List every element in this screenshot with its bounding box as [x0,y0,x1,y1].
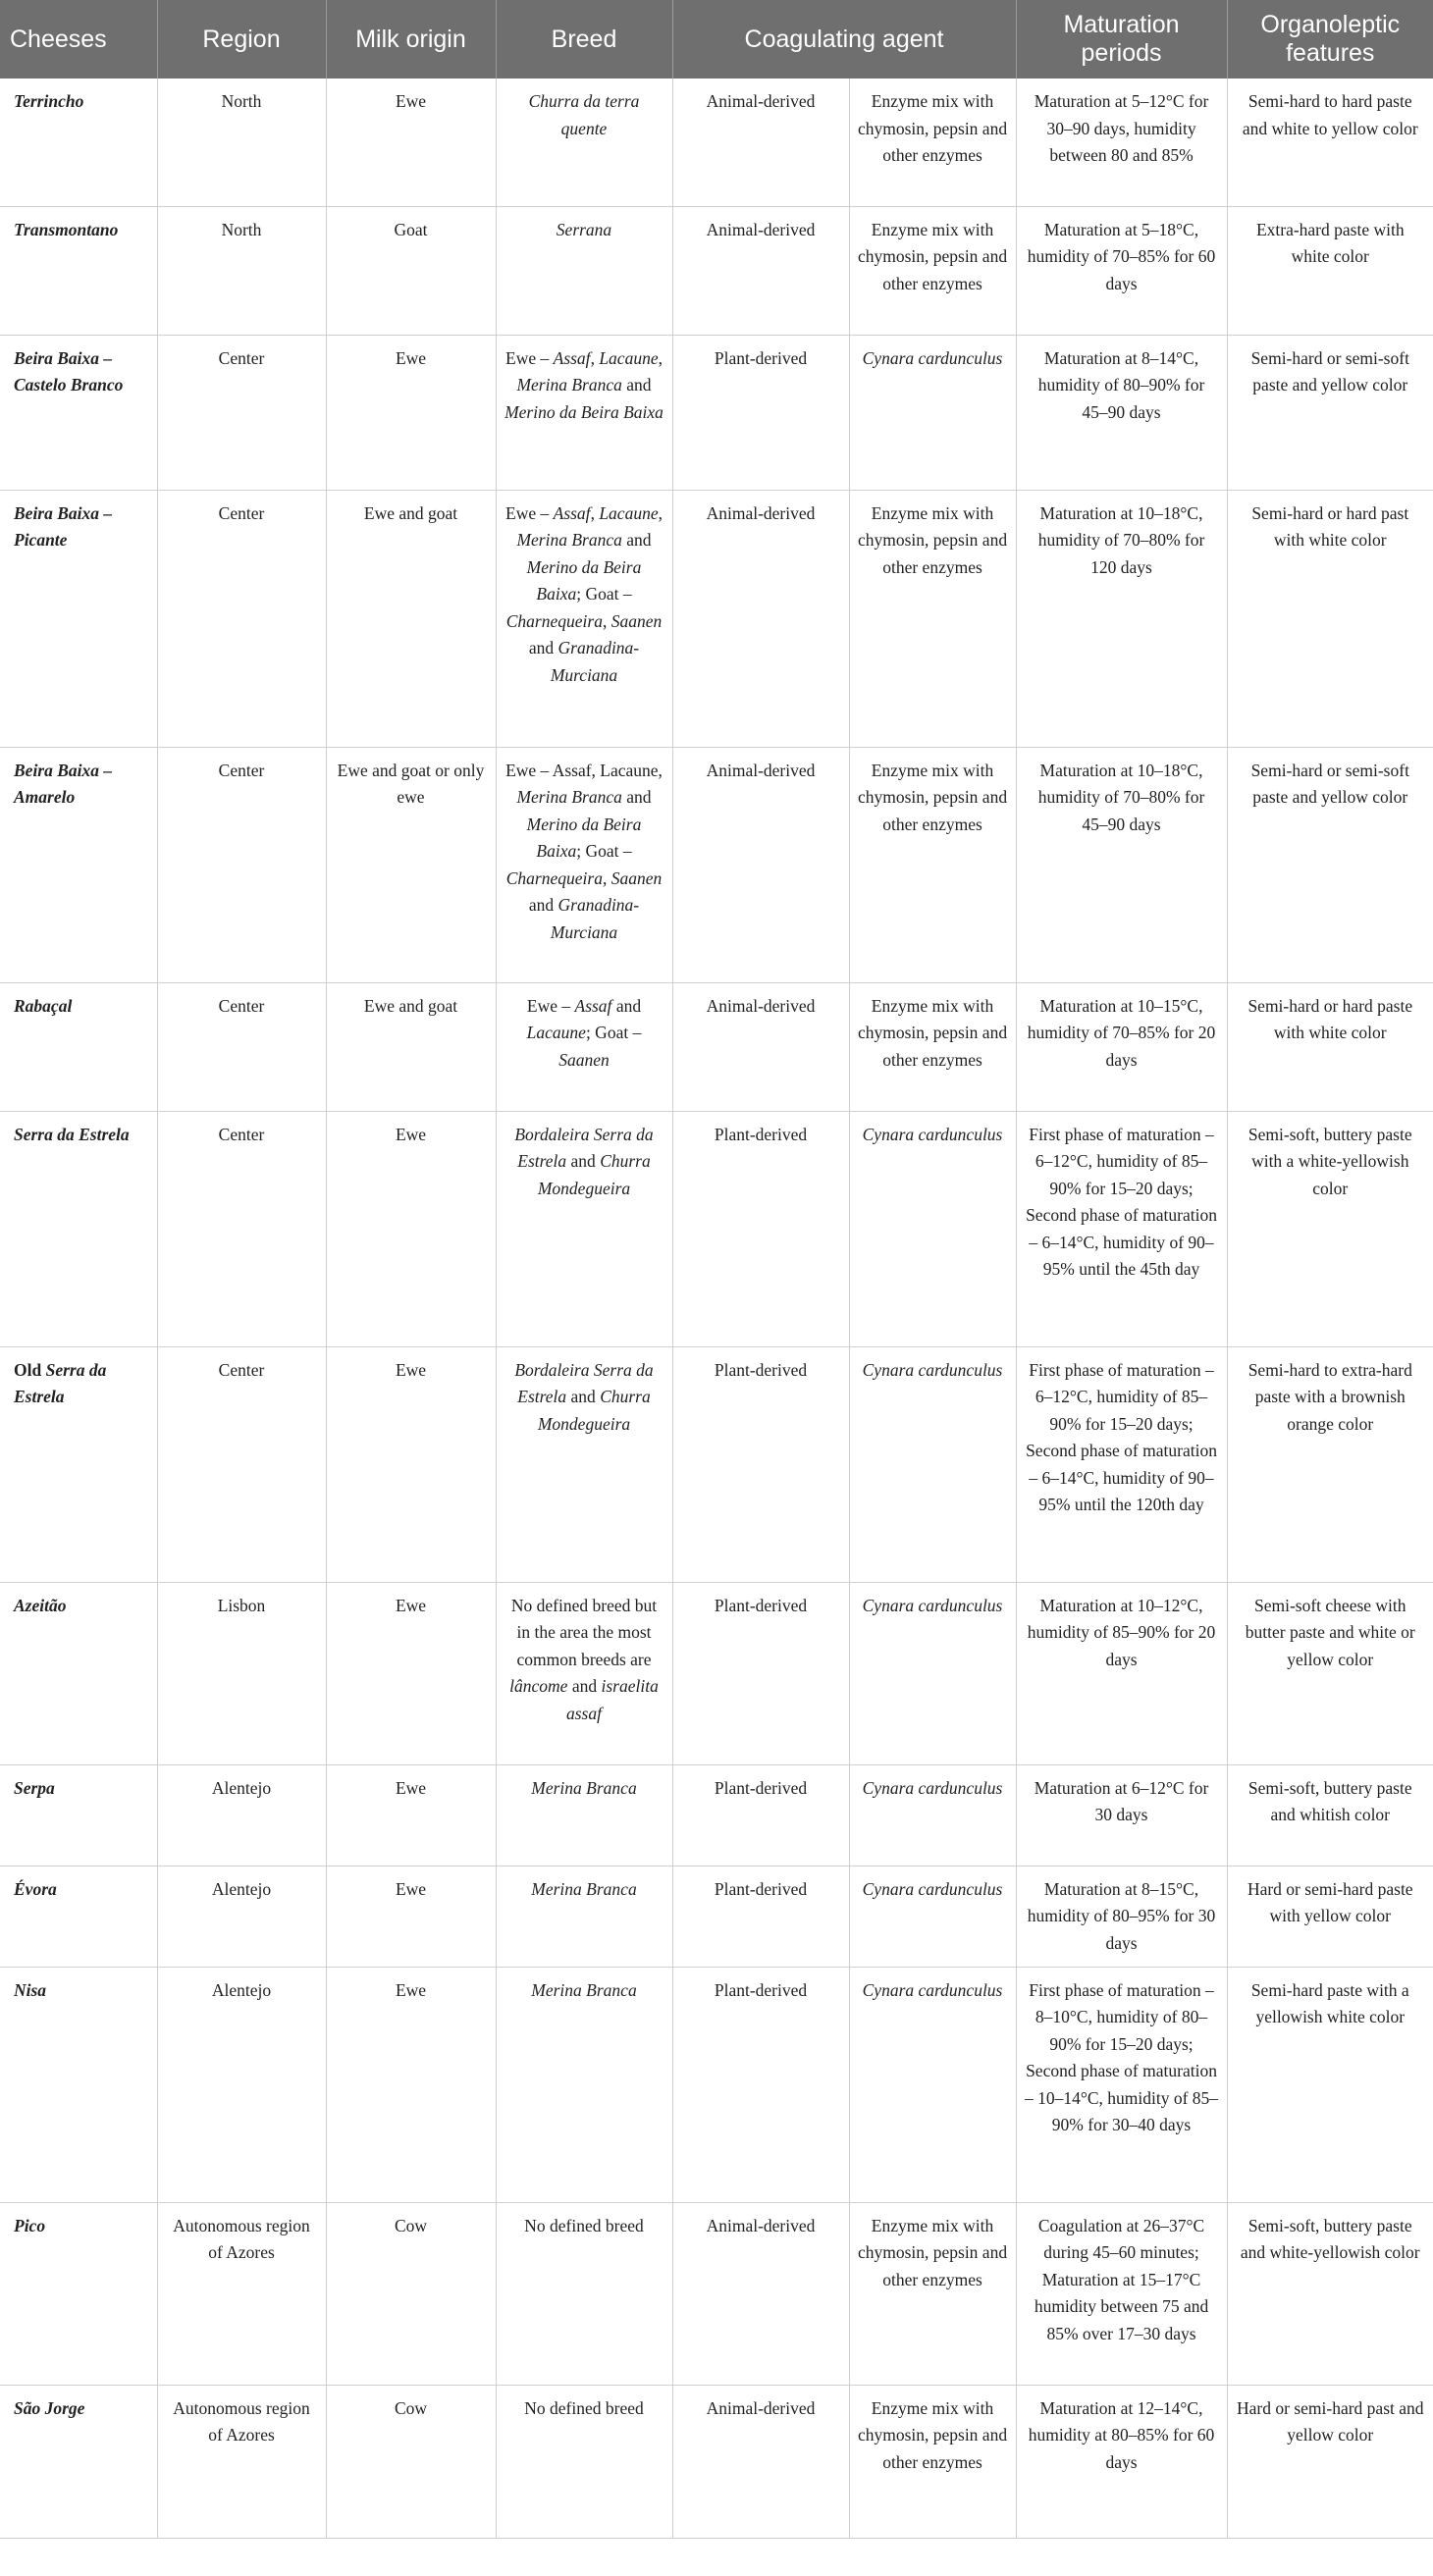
breed-cell-text: ; Goat – [576,584,632,604]
breed-cell-text: and [621,787,652,807]
enzyme-cell [849,1764,1016,1866]
breed-cell-text: and [528,895,558,915]
region-cell: Center [157,1346,326,1582]
milk-origin-cell: Ewe [326,1582,496,1764]
cheese-name-cell-text: Nisa [14,1979,47,2000]
table-row [0,1346,1433,1582]
cheese-name-cell [0,2385,157,2538]
table-row [0,1764,1433,1866]
organoleptic-cell: Semi-hard or semi-soft paste and yellow color [1227,747,1433,982]
breed-cell-text: Ewe – [505,347,554,368]
cheese-name-cell [0,2202,157,2385]
breed-cell-text: No defined breed but in the area the most common breeds are [510,1595,658,1669]
breed-cell-text: Assaf [553,502,591,523]
enzyme-cell [849,206,1016,335]
breed-cell-text: Churra Mondegueira [537,1151,651,1198]
cheese-name-cell-text: Beira Baixa – Picante [14,502,113,550]
coagulating-agent-cell: Plant-derived [672,335,849,490]
coagulating-agent-cell: Animal-derived [672,747,849,982]
cheese-name-cell-text: Serra da Estrela [14,1359,107,1406]
organoleptic-cell: Semi-hard paste with a yellowish white color [1227,1967,1433,2202]
region-cell: Alentejo [157,1764,326,1866]
maturation-cell: Maturation at 10–12°C, humidity of 85–90% for 20 days [1016,1582,1227,1764]
breed-cell [496,335,672,490]
breed-cell-text: Merino da Beira Baixa [526,556,642,604]
cheese-name-cell [0,1582,157,1764]
maturation-cell: Maturation at 8–14°C, humidity of 80–90% for 45–90 days [1016,335,1227,490]
region-cell: Alentejo [157,1866,326,1967]
enzyme-cell-text: Cynara cardunculus [862,1359,1003,1380]
header-region: Region [157,0,326,79]
cheese-name-cell [0,1346,157,1582]
breed-cell [496,1967,672,2202]
breed-cell-text: Churra Mondegueira [537,1387,651,1434]
breed-cell-text: and [528,638,558,657]
breed-cell-text: , [602,610,611,631]
breed-cell-text: , [590,502,600,523]
breed-cell-text: Ewe – [505,502,554,523]
organoleptic-cell: Semi-hard or semi-soft paste and yellow color [1227,335,1433,490]
enzyme-cell-text: Enzyme mix with chymosin, pepsin and other enzymes [857,91,1008,165]
coagulating-agent-cell: Animal-derived [672,2202,849,2385]
cheese-name-cell [0,335,157,490]
region-cell: Autonomous region of Azores [157,2385,326,2538]
maturation-cell: Maturation at 10–18°C, humidity of 70–80% for 120 days [1016,490,1227,747]
enzyme-cell-text: Cynara cardunculus [862,1124,1003,1144]
organoleptic-cell: Semi-soft, buttery paste and whitish color [1227,1764,1433,1866]
breed-cell-text: Charnequeira [505,610,603,631]
cheese-name-cell-text: Serpa [14,1777,55,1798]
cheese-name-cell [0,79,157,206]
coagulating-agent-cell: Animal-derived [672,206,849,335]
breed-cell [496,982,672,1111]
header-breed: Breed [496,0,672,79]
cheese-name-cell [0,1111,157,1346]
breed-cell-text: Lacaune [599,347,659,368]
breed-cell-text: Saanen [610,867,663,888]
coagulating-agent-cell: Plant-derived [672,1967,849,2202]
breed-cell-text: Charnequeira [505,867,603,888]
maturation-cell: First phase of maturation – 8–10°C, humidity of 80–90% for 15–20 days; Second phase of maturation – 10–14°C, humidity of 85–90% for 30–40 days [1016,1967,1227,2202]
table-row [0,1111,1433,1346]
table-row [0,335,1433,490]
cheese-name-cell-text: Beira Baixa – Castelo Branco [14,347,124,394]
enzyme-cell-text: Enzyme mix with chymosin, pepsin and other enzymes [857,219,1008,293]
cheese-name-cell-text: Terrincho [14,91,84,111]
region-cell: Alentejo [157,1967,326,2202]
breed-cell-text: , [590,347,600,368]
maturation-cell: Maturation at 10–18°C, humidity of 70–80% for 45–90 days [1016,747,1227,982]
cheese-name-cell-text: Serra da Estrela [14,1124,130,1144]
cheese-name-cell-text: Transmontano [14,219,119,239]
breed-cell-text: No defined breed [524,2397,644,2418]
cheese-name-cell [0,1866,157,1967]
cheese-name-cell [0,1764,157,1866]
table-row [0,1967,1433,2202]
breed-cell-text: Bordaleira Serra da Estrela [514,1359,654,1406]
breed-cell [496,490,672,747]
breed-cell-text: Merina Branca [516,375,622,394]
breed-cell-text: , [658,502,663,523]
milk-origin-cell: Ewe [326,1967,496,2202]
breed-cell-text: Serrana [556,219,612,239]
breed-cell-text: Assaf [574,995,612,1016]
cheese-name-cell-text: Pico [14,2215,46,2235]
breed-cell-text: Merina Branca [531,1777,637,1798]
breed-cell-text: Lacaune [526,1023,586,1042]
coagulating-agent-cell: Plant-derived [672,1582,849,1764]
milk-origin-cell: Cow [326,2385,496,2538]
breed-cell-text: Merina Branca [531,1979,637,2000]
coagulating-agent-cell: Animal-derived [672,490,849,747]
coagulating-agent-cell: Plant-derived [672,1111,849,1346]
coagulating-agent-cell: Plant-derived [672,1346,849,1582]
breed-cell-text: Saanen [610,610,663,631]
breed-cell-text: ; Goat – [576,841,632,861]
organoleptic-cell: Hard or semi-hard paste with yellow color [1227,1866,1433,1967]
cheese-name-cell-text: Azeitão [14,1595,67,1615]
organoleptic-cell: Semi-soft, buttery paste with a white-yellowish color [1227,1111,1433,1346]
organoleptic-cell: Hard or semi-hard past and yellow color [1227,2385,1433,2538]
region-cell: North [157,79,326,206]
breed-cell-text: , [658,347,663,368]
milk-origin-cell: Ewe [326,1866,496,1967]
breed-cell-text: Granadina-Murciana [550,895,640,942]
cheese-name-cell-text: Évora [14,1878,57,1899]
breed-cell-text: ; Goat – [585,1023,642,1042]
breed-cell-text: , [602,867,611,888]
breed-cell-text: Bordaleira Serra da Estrela [514,1124,654,1171]
enzyme-cell [849,335,1016,490]
table-row [0,206,1433,335]
breed-cell [496,747,672,982]
breed-cell [496,1866,672,1967]
breed-cell-text: and [566,1151,601,1171]
breed-cell-text: Merino da Beira Baixa [526,814,642,861]
region-cell: Center [157,335,326,490]
coagulating-agent-cell: Plant-derived [672,1866,849,1967]
region-cell: Autonomous region of Azores [157,2202,326,2385]
region-cell: Center [157,490,326,747]
table-row [0,2385,1433,2538]
maturation-cell: First phase of maturation – 6–12°C, humidity of 85–90% for 15–20 days; Second phase of maturation – 6–14°C, humidity of 90–95% until the 45th day [1016,1111,1227,1346]
milk-origin-cell: Cow [326,2202,496,2385]
enzyme-cell [849,982,1016,1111]
breed-cell-text: israelita assaf [566,1676,659,1723]
organoleptic-cell: Semi-soft, buttery paste and white-yellowish color [1227,2202,1433,2385]
table-row [0,79,1433,206]
breed-cell [496,1111,672,1346]
organoleptic-cell: Semi-hard or hard past with white color [1227,490,1433,747]
region-cell: North [157,206,326,335]
breed-cell-text: and [566,1387,601,1406]
breed-cell-text: Merina Branca [516,530,622,550]
breed-cell-text: and [611,995,642,1016]
breed-cell [496,206,672,335]
breed-cell-text: Churra da terra quente [528,91,640,138]
enzyme-cell [849,2385,1016,2538]
breed-cell-text: Merina Branca [531,1878,637,1899]
enzyme-cell [849,490,1016,747]
milk-origin-cell: Ewe [326,1111,496,1346]
region-cell: Center [157,747,326,982]
enzyme-cell [849,79,1016,206]
organoleptic-cell: Extra-hard paste with white color [1227,206,1433,335]
enzyme-cell-text: Enzyme mix with chymosin, pepsin and other enzymes [857,995,1008,1070]
milk-origin-cell: Ewe [326,1764,496,1866]
table-row [0,1582,1433,1764]
cheese-name-cell-text: Beira Baixa – Amarelo [14,760,113,807]
enzyme-cell-text: Enzyme mix with chymosin, pepsin and other enzymes [857,2397,1008,2472]
breed-cell-text: Assaf [553,347,591,368]
breed-cell [496,79,672,206]
breed-cell [496,2385,672,2538]
maturation-cell: Maturation at 8–15°C, humidity of 80–95% for 30 days [1016,1866,1227,1967]
table-row [0,490,1433,747]
organoleptic-cell: Semi-hard to extra-hard paste with a brownish orange color [1227,1346,1433,1582]
coagulating-agent-cell: Animal-derived [672,79,849,206]
maturation-cell: Coagulation at 26–37°C during 45–60 minutes; Maturation at 15–17°C humidity between 75 and 85% over 17–30 days [1016,2202,1227,2385]
milk-origin-cell: Goat [326,206,496,335]
breed-cell [496,1582,672,1764]
enzyme-cell-text: Cynara cardunculus [862,1777,1003,1798]
breed-cell-text: Merina Branca [516,787,622,807]
maturation-cell: Maturation at 12–14°C, humidity at 80–85% for 60 days [1016,2385,1227,2538]
maturation-cell: Maturation at 10–15°C, humidity of 70–85% for 20 days [1016,982,1227,1111]
enzyme-cell [849,1967,1016,2202]
table-row [0,1866,1433,1967]
breed-cell-text: lâncome [509,1676,568,1696]
header-maturation-periods: Maturation periods [1016,0,1227,79]
breed-cell [496,1764,672,1866]
header-cheeses: Cheeses [0,0,157,79]
breed-cell-text: Merino da Beira Baixa [504,401,663,422]
maturation-cell: Maturation at 5–12°C for 30–90 days, humidity between 80 and 85% [1016,79,1227,206]
cheese-name-cell-text: São Jorge [14,2397,85,2418]
table-body [0,79,1433,2538]
cheese-name-cell [0,206,157,335]
enzyme-cell [849,1111,1016,1346]
milk-origin-cell: Ewe [326,1346,496,1582]
cheese-name-cell [0,747,157,982]
organoleptic-cell: Semi-soft cheese with butter paste and white or yellow color [1227,1582,1433,1764]
enzyme-cell-text: Cynara cardunculus [862,1979,1003,2000]
region-cell: Center [157,1111,326,1346]
header-organoleptic-features: Organoleptic features [1227,0,1433,79]
milk-origin-cell: Ewe and goat [326,982,496,1111]
table-row [0,2202,1433,2385]
enzyme-cell-text: Enzyme mix with chymosin, pepsin and other enzymes [857,502,1008,577]
enzyme-cell [849,747,1016,982]
enzyme-cell-text: Enzyme mix with chymosin, pepsin and other enzymes [857,2215,1008,2289]
cheese-name-cell [0,982,157,1111]
breed-cell [496,1346,672,1582]
breed-cell [496,2202,672,2385]
breed-cell-text: Saanen [558,1049,610,1070]
maturation-cell: Maturation at 5–18°C, humidity of 70–85% for 60 days [1016,206,1227,335]
organoleptic-cell: Semi-hard to hard paste and white to yellow color [1227,79,1433,206]
breed-cell-text: and [621,375,652,394]
milk-origin-cell: Ewe and goat or only ewe [326,747,496,982]
coagulating-agent-cell: Plant-derived [672,1764,849,1866]
table-row [0,982,1433,1111]
maturation-cell: First phase of maturation – 6–12°C, humidity of 85–90% for 15–20 days; Second phase of maturation – 6–14°C, humidity of 90–95% until the 120th day [1016,1346,1227,1582]
organoleptic-cell: Semi-hard or hard paste with white color [1227,982,1433,1111]
breed-cell-text: Lacaune [599,502,659,523]
coagulating-agent-cell: Animal-derived [672,2385,849,2538]
milk-origin-cell: Ewe [326,335,496,490]
enzyme-cell-text: Cynara cardunculus [862,1595,1003,1615]
region-cell: Lisbon [157,1582,326,1764]
enzyme-cell [849,1866,1016,1967]
cheese-name-cell-text: Old [14,1359,46,1380]
header-row [0,0,1433,79]
breed-cell-text: No defined breed [524,2215,644,2235]
breed-cell-text: Granadina-Murciana [550,638,640,685]
table-row [0,747,1433,982]
coagulating-agent-cell: Animal-derived [672,982,849,1111]
enzyme-cell-text: Cynara cardunculus [862,1878,1003,1899]
enzyme-cell-text: Enzyme mix with chymosin, pepsin and other enzymes [857,760,1008,834]
cheese-name-cell-text: Rabaçal [14,995,73,1016]
enzyme-cell [849,2202,1016,2385]
header-milk-origin: Milk origin [326,0,496,79]
milk-origin-cell: Ewe and goat [326,490,496,747]
enzyme-cell [849,1346,1016,1582]
breed-cell-text: and [621,530,652,550]
cheese-name-cell [0,1967,157,2202]
breed-cell-text: Ewe – Assaf, Lacaune, [505,760,663,780]
region-cell: Center [157,982,326,1111]
breed-cell-text: and [567,1676,602,1696]
header-coagulating-agent: Coagulating agent [672,0,1016,79]
maturation-cell: Maturation at 6–12°C for 30 days [1016,1764,1227,1866]
milk-origin-cell: Ewe [326,79,496,206]
cheese-name-cell [0,490,157,747]
enzyme-cell-text: Cynara cardunculus [862,347,1003,368]
enzyme-cell [849,1582,1016,1764]
breed-cell-text: Ewe – [526,995,575,1016]
